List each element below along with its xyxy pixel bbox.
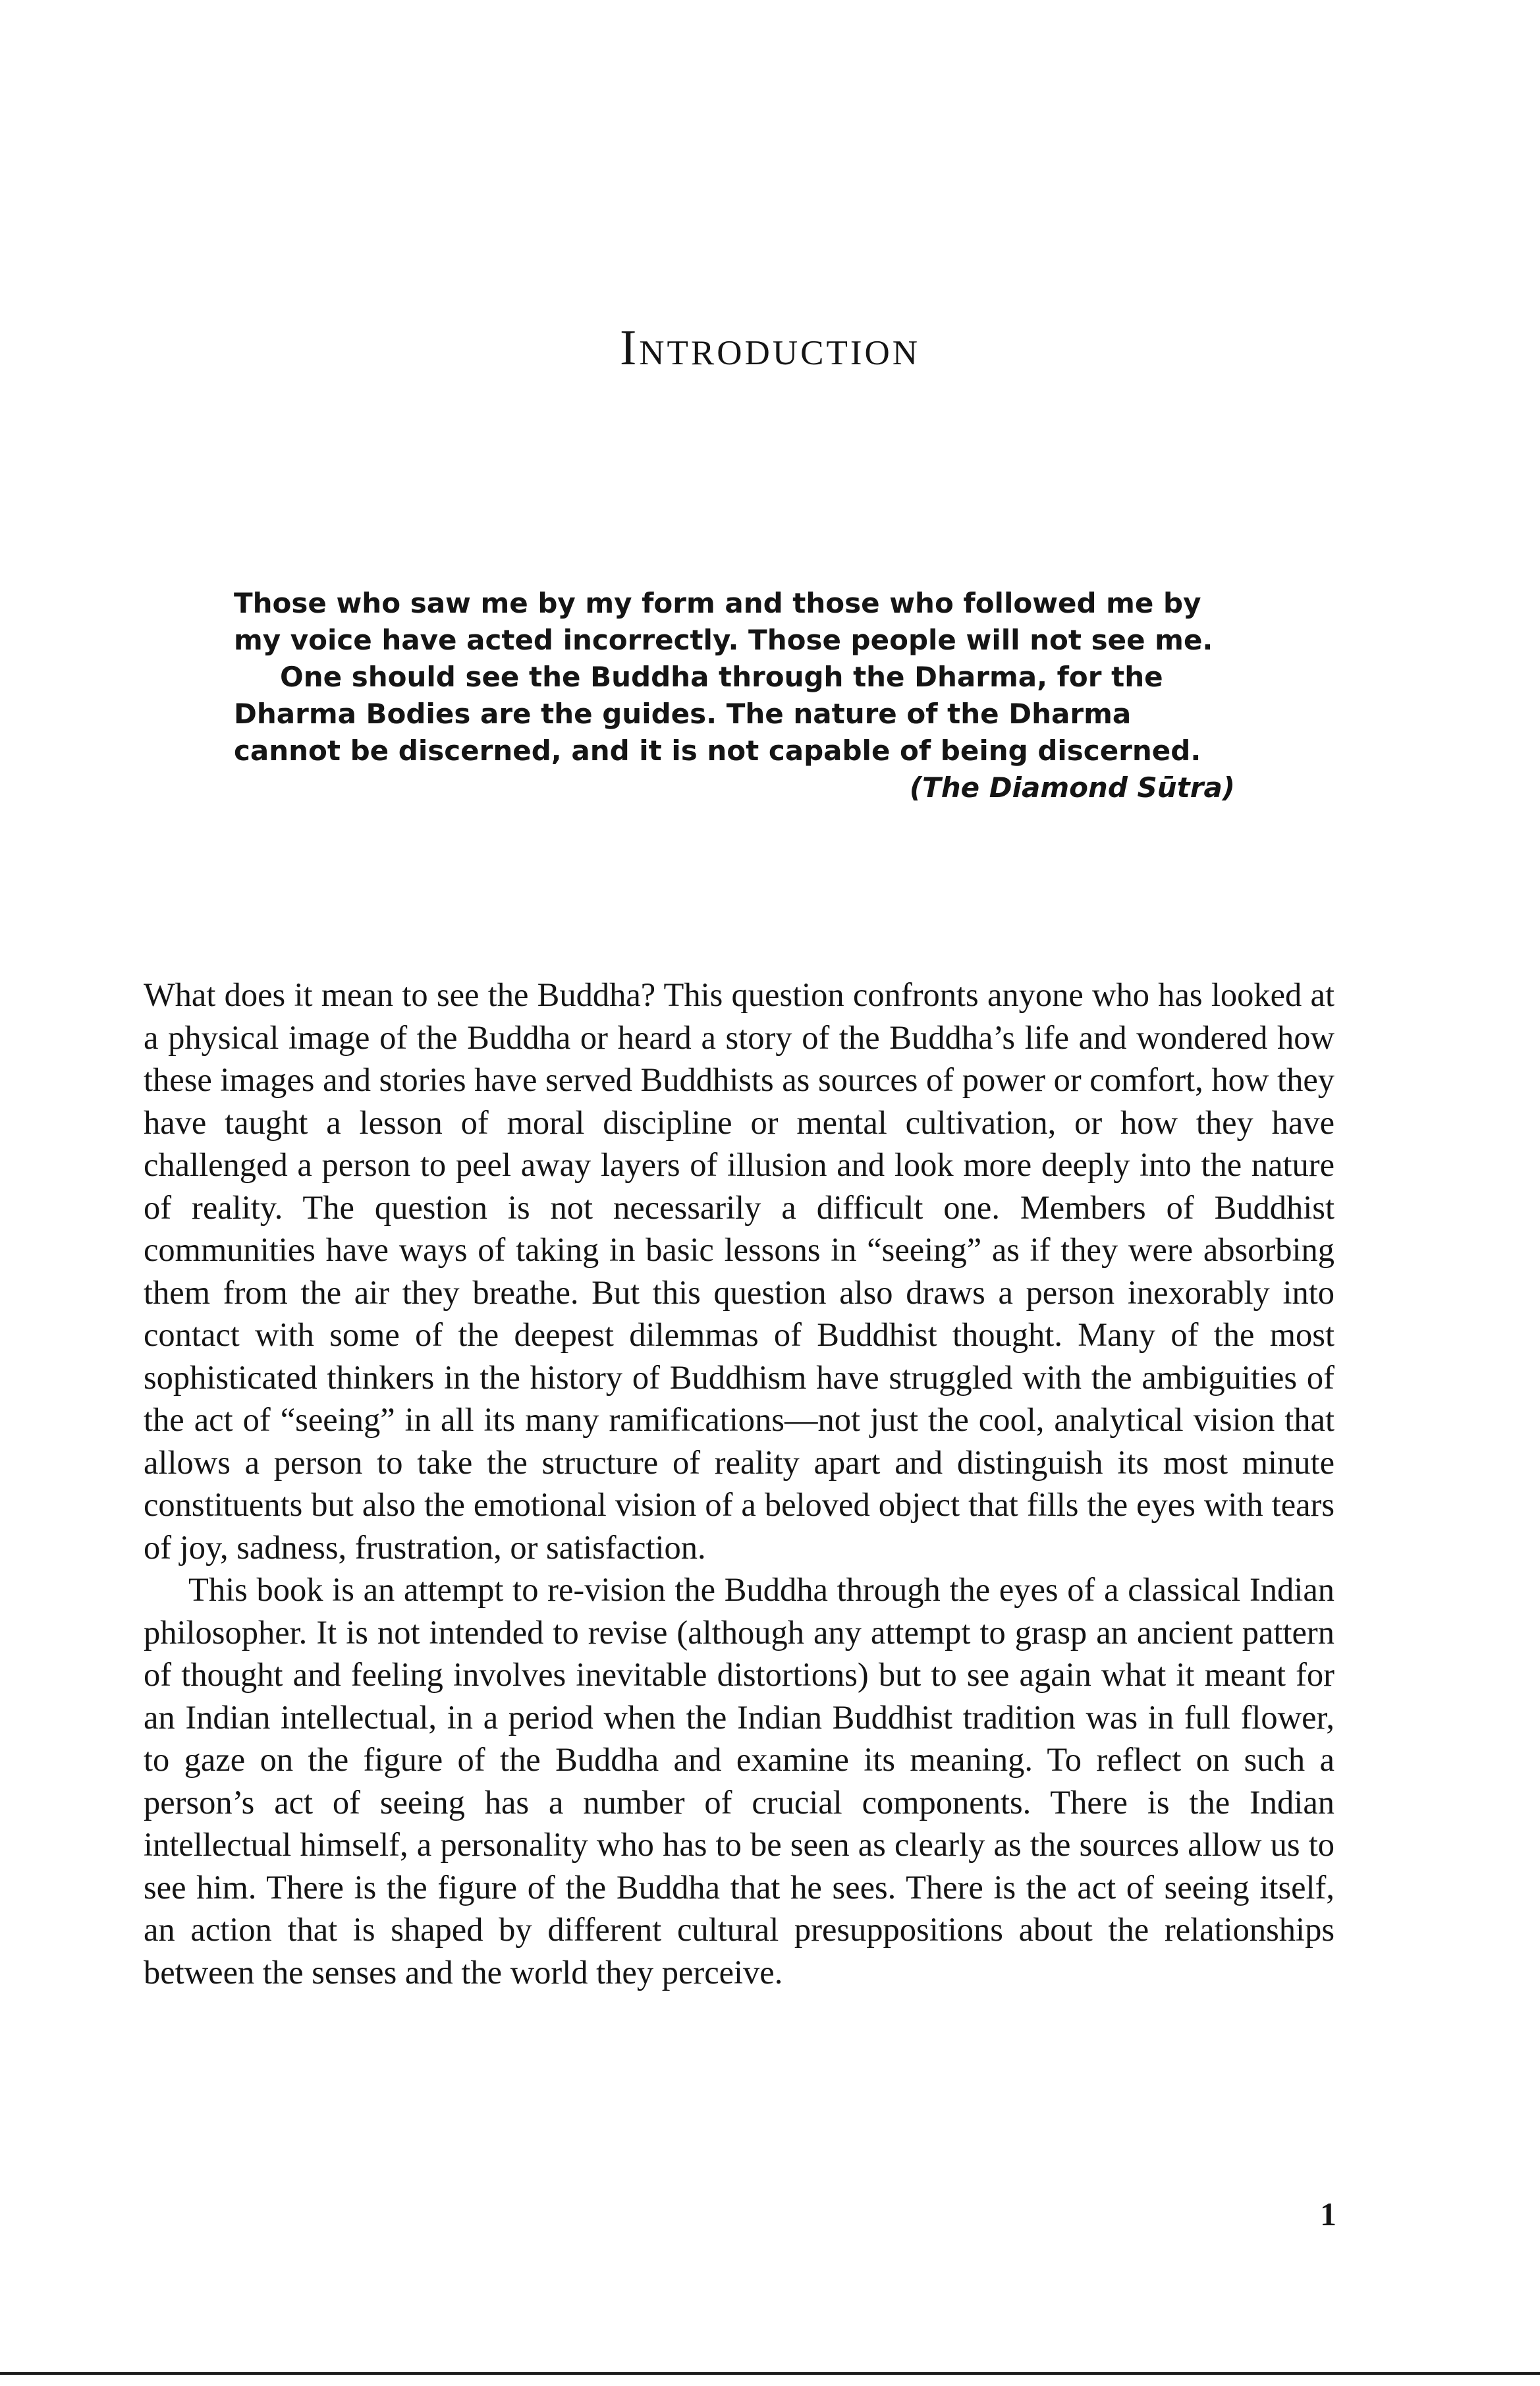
body-paragraph-1: What does it mean to see the Buddha? This question confronts anyone who has looked at a physical image of the Buddha or heard a story of the Buddha’s life and wondered how these images and stories have served Buddhists as sources of power or comfort, how they have taught a lesson of moral discipline or mental cultivation, or how they have challenged a person to peel away layers of illusion and look more deeply into the nature of reality. The question is not necessarily a difficult one. Members of Buddhist communities have ways of taking in basic lessons in “seeing” as if they were absorbing them from the air they breathe. But this question also draws a person inexorably into contact with some of the deepest dilemmas of Buddhist thought. Many of the most sophisticated thinkers in the history of Buddhism have struggled with the ambiguities of the act of “seeing” in all its many ramifications—not just the cool, analytical vision that allows a person to take the structure of reality apart and distinguish its most minute constituents but also the emotional vision of a beloved object that fills the eyes with tears of joy, sadness, frustration, or satisfaction. xyxy=(144,976,1334,1566)
epigraph xyxy=(234,585,1235,806)
page-title: Introduction xyxy=(619,320,921,375)
body-paragraph-2: This book is an attempt to re-vision the Buddha through the eyes of a classical Indian philosopher. It is not intended to revise (although any attempt to grasp an ancient pattern of thought and feeling involves inevitable distortions) but to see again what it meant for an Indian intellectual, in a period when the Indian Buddhist tradition was in full flower, to gaze on the figure of the Buddha and examine its meaning. To reflect on such a person’s act of seeing has a number of crucial components. There is the Indian intellectual himself, a personality who has to be seen as clearly as the sources allow us to see him. There is the figure of the Buddha that he sees. There is the act of seeing itself, an action that is shaped by different cultural presuppositions about the relationships between the senses and the world they perceive. xyxy=(144,1571,1334,1991)
epigraph-paragraph-2: One should see the Buddha through the Dharma, for the Dharma Bodies are the guides. The nature of the Dharma cannot be discerned, and it is not capable of being discerned. xyxy=(234,661,1201,767)
epigraph-source: (The Diamond Sūtra) xyxy=(909,771,1235,804)
body-text xyxy=(144,974,1334,1993)
page-number: 1 xyxy=(1320,2196,1336,2233)
bottom-rule xyxy=(0,2372,1540,2375)
epigraph-paragraph-1: Those who saw me by my form and those who followed me by my voice have acted incorrectly. Those people will not see me. xyxy=(234,587,1213,656)
